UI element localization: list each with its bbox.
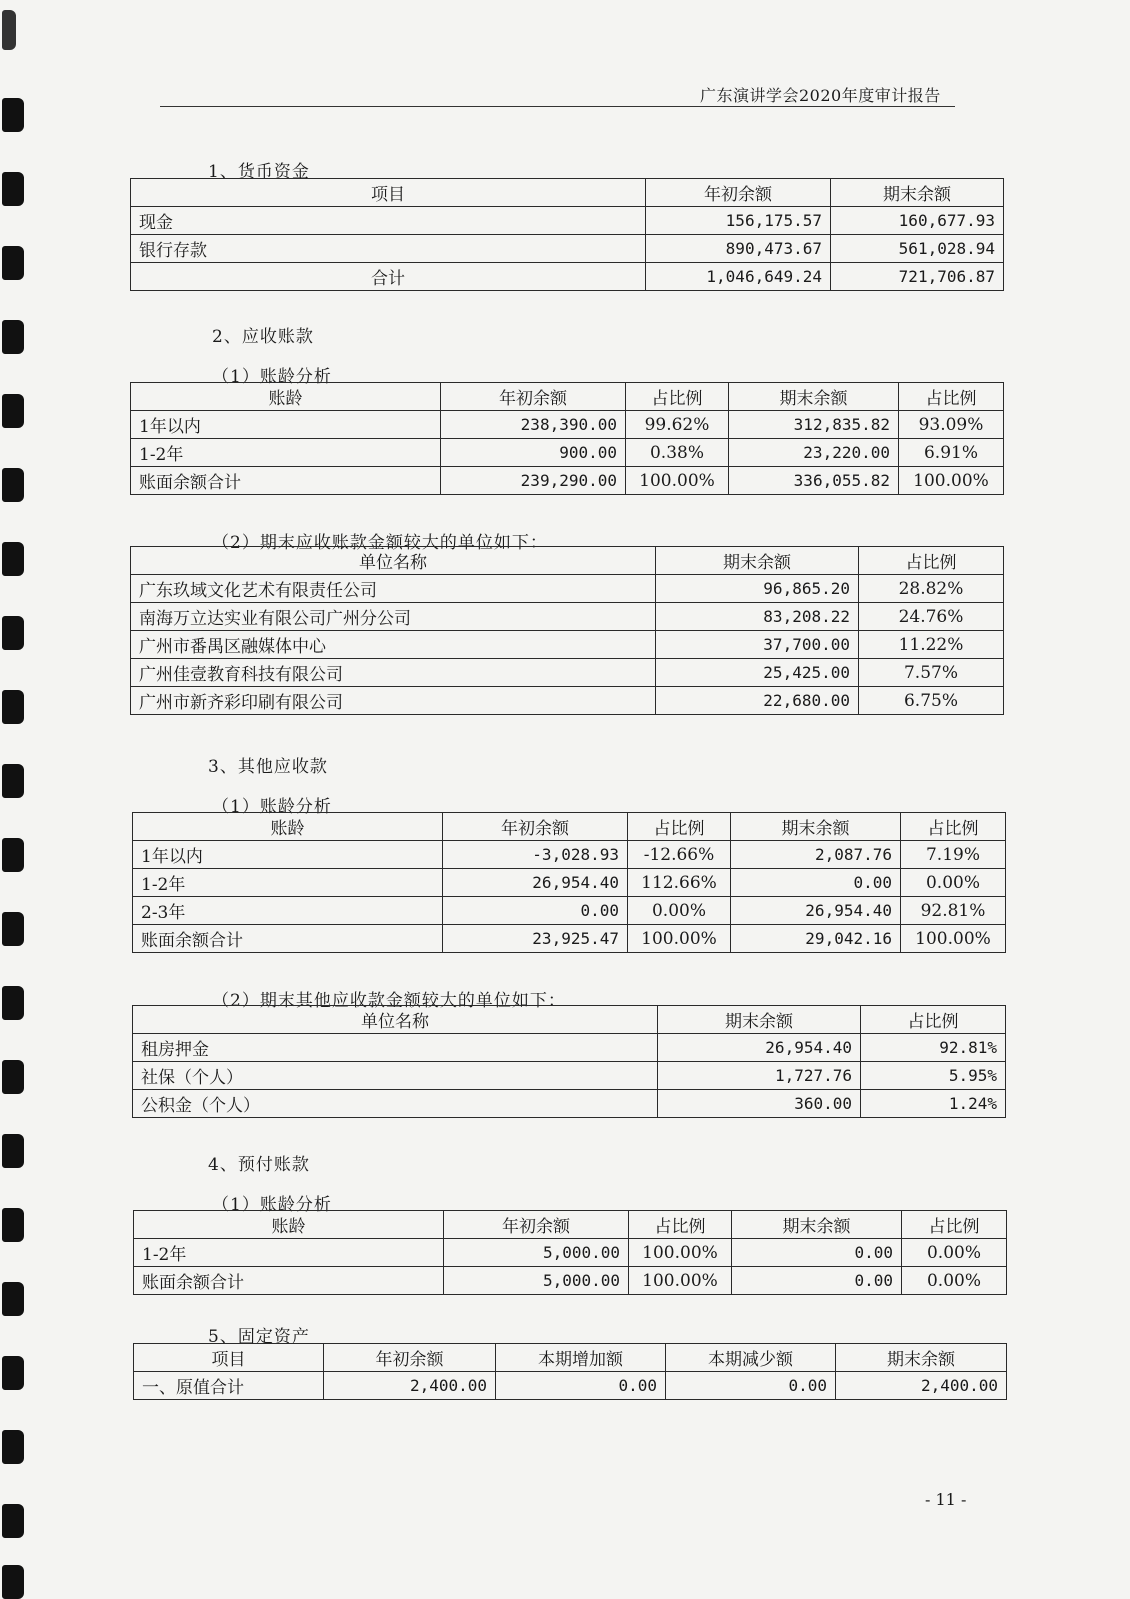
column-header: 账龄 (131, 383, 441, 411)
binding-hole (2, 1208, 24, 1242)
table-header-row (134, 1211, 1007, 1239)
table-cell: 100.00% (899, 467, 1004, 495)
table-row (131, 687, 1004, 715)
column-header: 占比例 (859, 547, 1004, 575)
table-cell: 0.00% (628, 897, 731, 925)
table-cell: 账面余额合计 (134, 1267, 444, 1295)
table-cell: 0.00% (902, 1267, 1007, 1295)
column-header: 年初余额 (646, 179, 831, 207)
table-cell: 6.91% (899, 439, 1004, 467)
table-row (131, 631, 1004, 659)
table-cell: 24.76% (859, 603, 1004, 631)
section-heading: 4、预付账款 (208, 1155, 310, 1175)
table-cell: 239,290.00 (441, 467, 626, 495)
binding-hole (2, 1565, 24, 1599)
table-cell: 银行存款 (131, 235, 646, 263)
sub-heading: （1）账龄分析 (212, 1195, 332, 1215)
table-cell: 现金 (131, 207, 646, 235)
column-header: 占比例 (899, 383, 1004, 411)
table-row (133, 869, 1006, 897)
column-header: 年初余额 (443, 813, 628, 841)
table-cell: 100.00% (629, 1267, 732, 1295)
table-cell: 0.38% (626, 439, 729, 467)
table-cell: 5,000.00 (444, 1267, 629, 1295)
table-cell: 22,680.00 (656, 687, 859, 715)
table-total-row (131, 467, 1004, 495)
table-row (131, 411, 1004, 439)
table-row (134, 1239, 1007, 1267)
table-cell: 11.22% (859, 631, 1004, 659)
binding-hole (2, 1430, 24, 1464)
table-header-row (133, 813, 1006, 841)
column-header: 期末余额 (831, 179, 1004, 207)
column-header: 账龄 (134, 1211, 444, 1239)
table-cell: 25,425.00 (656, 659, 859, 687)
section-heading: 2、应收账款 (212, 327, 314, 347)
table-cell: 2,087.76 (731, 841, 901, 869)
other-receivables-units-table (132, 1005, 1006, 1118)
table-cell: 37,700.00 (656, 631, 859, 659)
table-row (131, 575, 1004, 603)
table-row (131, 659, 1004, 687)
table-cell: 26,954.40 (731, 897, 901, 925)
table-cell: 广州市新齐彩印刷有限公司 (131, 687, 656, 715)
column-header: 期末余额 (731, 813, 901, 841)
table-cell: 0.00% (902, 1239, 1007, 1267)
table-row (133, 841, 1006, 869)
table-header-row (131, 179, 1004, 207)
sub-heading: （1）账龄分析 (212, 797, 332, 817)
table-cell: 23,925.47 (443, 925, 628, 953)
binding-hole (2, 172, 24, 206)
table-cell: 0.00 (443, 897, 628, 925)
sub-heading: （2）期末其他应收款金额较大的单位如下： (212, 991, 566, 1011)
table-cell: 336,055.82 (729, 467, 899, 495)
other-receivables-aging-table (132, 812, 1006, 953)
prepayments-aging-table (133, 1210, 1007, 1295)
table-row (133, 897, 1006, 925)
table-cell: 28.82% (859, 575, 1004, 603)
table-cell: 156,175.57 (646, 207, 831, 235)
table-cell: 1-2年 (131, 439, 441, 467)
sub-heading: （1）账龄分析 (212, 367, 332, 387)
binding-hole (2, 912, 24, 946)
table-header-row (131, 383, 1004, 411)
binding-hole (2, 616, 24, 650)
table-cell: 0.00 (666, 1372, 836, 1400)
table-cell: 广州市番禺区融媒体中心 (131, 631, 656, 659)
column-header: 本期减少额 (666, 1344, 836, 1372)
table-cell: 0.00% (901, 869, 1006, 897)
table-cell: 5.95% (861, 1062, 1006, 1090)
table-header-row (133, 1006, 1006, 1034)
column-header: 期末余额 (836, 1344, 1007, 1372)
fixed-assets-table (133, 1343, 1007, 1400)
binding-hole (2, 1356, 24, 1390)
table-cell: 公积金（个人） (133, 1090, 658, 1118)
binding-hole (2, 1504, 24, 1538)
section-heading: 5、固定资产 (208, 1327, 310, 1347)
sub-heading: （2）期末应收账款金额较大的单位如下： (212, 533, 548, 553)
table-cell: 1年以内 (131, 411, 441, 439)
table-cell: 账面余额合计 (131, 467, 441, 495)
table-cell: 0.00 (732, 1267, 902, 1295)
table-cell: 合计 (131, 263, 646, 291)
column-header: 占比例 (902, 1211, 1007, 1239)
binding-hole (2, 542, 24, 576)
table-cell: 7.19% (901, 841, 1006, 869)
cash-table (130, 178, 1004, 291)
binding-hole (2, 320, 24, 354)
table-cell: 1.24% (861, 1090, 1006, 1118)
table-cell: 社保（个人） (133, 1062, 658, 1090)
table-cell: 92.81% (901, 897, 1006, 925)
binding-hole (2, 838, 24, 872)
table-cell: 1年以内 (133, 841, 443, 869)
table-cell: 99.62% (626, 411, 729, 439)
table-cell: 93.09% (899, 411, 1004, 439)
table-cell: 238,390.00 (441, 411, 626, 439)
binding-hole (2, 1060, 24, 1094)
column-header: 年初余额 (441, 383, 626, 411)
table-total-row (133, 925, 1006, 953)
table-row (134, 1372, 1007, 1400)
column-header: 期末余额 (729, 383, 899, 411)
column-header: 单位名称 (131, 547, 656, 575)
table-cell: -12.66% (628, 841, 731, 869)
table-cell: 1,046,649.24 (646, 263, 831, 291)
table-cell: 0.00 (732, 1239, 902, 1267)
table-cell: 一、原值合计 (134, 1372, 324, 1400)
column-header: 年初余额 (324, 1344, 496, 1372)
report-header-title: 广东演讲学会2020年度审计报告 (700, 86, 941, 105)
table-row (131, 439, 1004, 467)
table-cell: 租房押金 (133, 1034, 658, 1062)
section-heading: 1、货币资金 (208, 162, 310, 182)
column-header: 占比例 (901, 813, 1006, 841)
column-header: 账龄 (133, 813, 443, 841)
section-heading: 3、其他应收款 (208, 757, 328, 777)
table-cell: 721,706.87 (831, 263, 1004, 291)
binding-hole (2, 690, 24, 724)
table-header-row (131, 547, 1004, 575)
table-row (133, 1034, 1006, 1062)
table-cell: 890,473.67 (646, 235, 831, 263)
receivables-units-table (130, 546, 1004, 715)
table-cell: 0.00 (731, 869, 901, 897)
binding-hole (2, 98, 24, 132)
table-cell: 账面余额合计 (133, 925, 443, 953)
table-cell: 7.57% (859, 659, 1004, 687)
table-cell: 160,677.93 (831, 207, 1004, 235)
table-cell: 29,042.16 (731, 925, 901, 953)
table-total-row (131, 263, 1004, 291)
table-row (131, 603, 1004, 631)
table-cell: 2,400.00 (836, 1372, 1007, 1400)
column-header: 项目 (131, 179, 646, 207)
receivables-aging-table (130, 382, 1004, 495)
table-cell: 2-3年 (133, 897, 443, 925)
column-header: 期末余额 (658, 1006, 861, 1034)
table-cell: 96,865.20 (656, 575, 859, 603)
table-cell: 广州佳壹教育科技有限公司 (131, 659, 656, 687)
table-cell: 561,028.94 (831, 235, 1004, 263)
header-divider (160, 106, 955, 107)
table-cell: 100.00% (628, 925, 731, 953)
binding-hole (2, 468, 24, 502)
table-row (131, 207, 1004, 235)
table-cell: 26,954.40 (443, 869, 628, 897)
binding-hole (2, 764, 24, 798)
binding-hole (2, 986, 24, 1020)
table-cell: 1,727.76 (658, 1062, 861, 1090)
binding-holes (0, 0, 30, 1599)
table-cell: 1-2年 (133, 869, 443, 897)
table-row (133, 1090, 1006, 1118)
table-row (131, 235, 1004, 263)
table-cell: 83,208.22 (656, 603, 859, 631)
column-header: 本期增加额 (496, 1344, 666, 1372)
table-cell: 26,954.40 (658, 1034, 861, 1062)
table-cell: 5,000.00 (444, 1239, 629, 1267)
table-row (133, 1062, 1006, 1090)
column-header: 占比例 (861, 1006, 1006, 1034)
table-header-row (134, 1344, 1007, 1372)
table-cell: 广东玖域文化艺术有限责任公司 (131, 575, 656, 603)
table-cell: 900.00 (441, 439, 626, 467)
table-cell: 2,400.00 (324, 1372, 496, 1400)
table-cell: 100.00% (626, 467, 729, 495)
table-cell: 6.75% (859, 687, 1004, 715)
binding-hole (2, 246, 24, 280)
column-header: 年初余额 (444, 1211, 629, 1239)
column-header: 占比例 (626, 383, 729, 411)
table-cell: 92.81% (861, 1034, 1006, 1062)
binding-hole (2, 1134, 24, 1168)
page-number: - 11 - (925, 1490, 967, 1509)
table-cell: 南海万立达实业有限公司广州分公司 (131, 603, 656, 631)
table-cell: -3,028.93 (443, 841, 628, 869)
binding-hole (2, 10, 16, 50)
column-header: 项目 (134, 1344, 324, 1372)
table-cell: 100.00% (901, 925, 1006, 953)
table-cell: 0.00 (496, 1372, 666, 1400)
column-header: 期末余额 (656, 547, 859, 575)
table-total-row (134, 1267, 1007, 1295)
binding-hole (2, 394, 24, 428)
column-header: 占比例 (629, 1211, 732, 1239)
table-cell: 23,220.00 (729, 439, 899, 467)
column-header: 期末余额 (732, 1211, 902, 1239)
column-header: 单位名称 (133, 1006, 658, 1034)
column-header: 占比例 (628, 813, 731, 841)
binding-hole (2, 1282, 24, 1316)
table-cell: 1-2年 (134, 1239, 444, 1267)
table-cell: 360.00 (658, 1090, 861, 1118)
table-cell: 312,835.82 (729, 411, 899, 439)
table-cell: 112.66% (628, 869, 731, 897)
table-cell: 100.00% (629, 1239, 732, 1267)
